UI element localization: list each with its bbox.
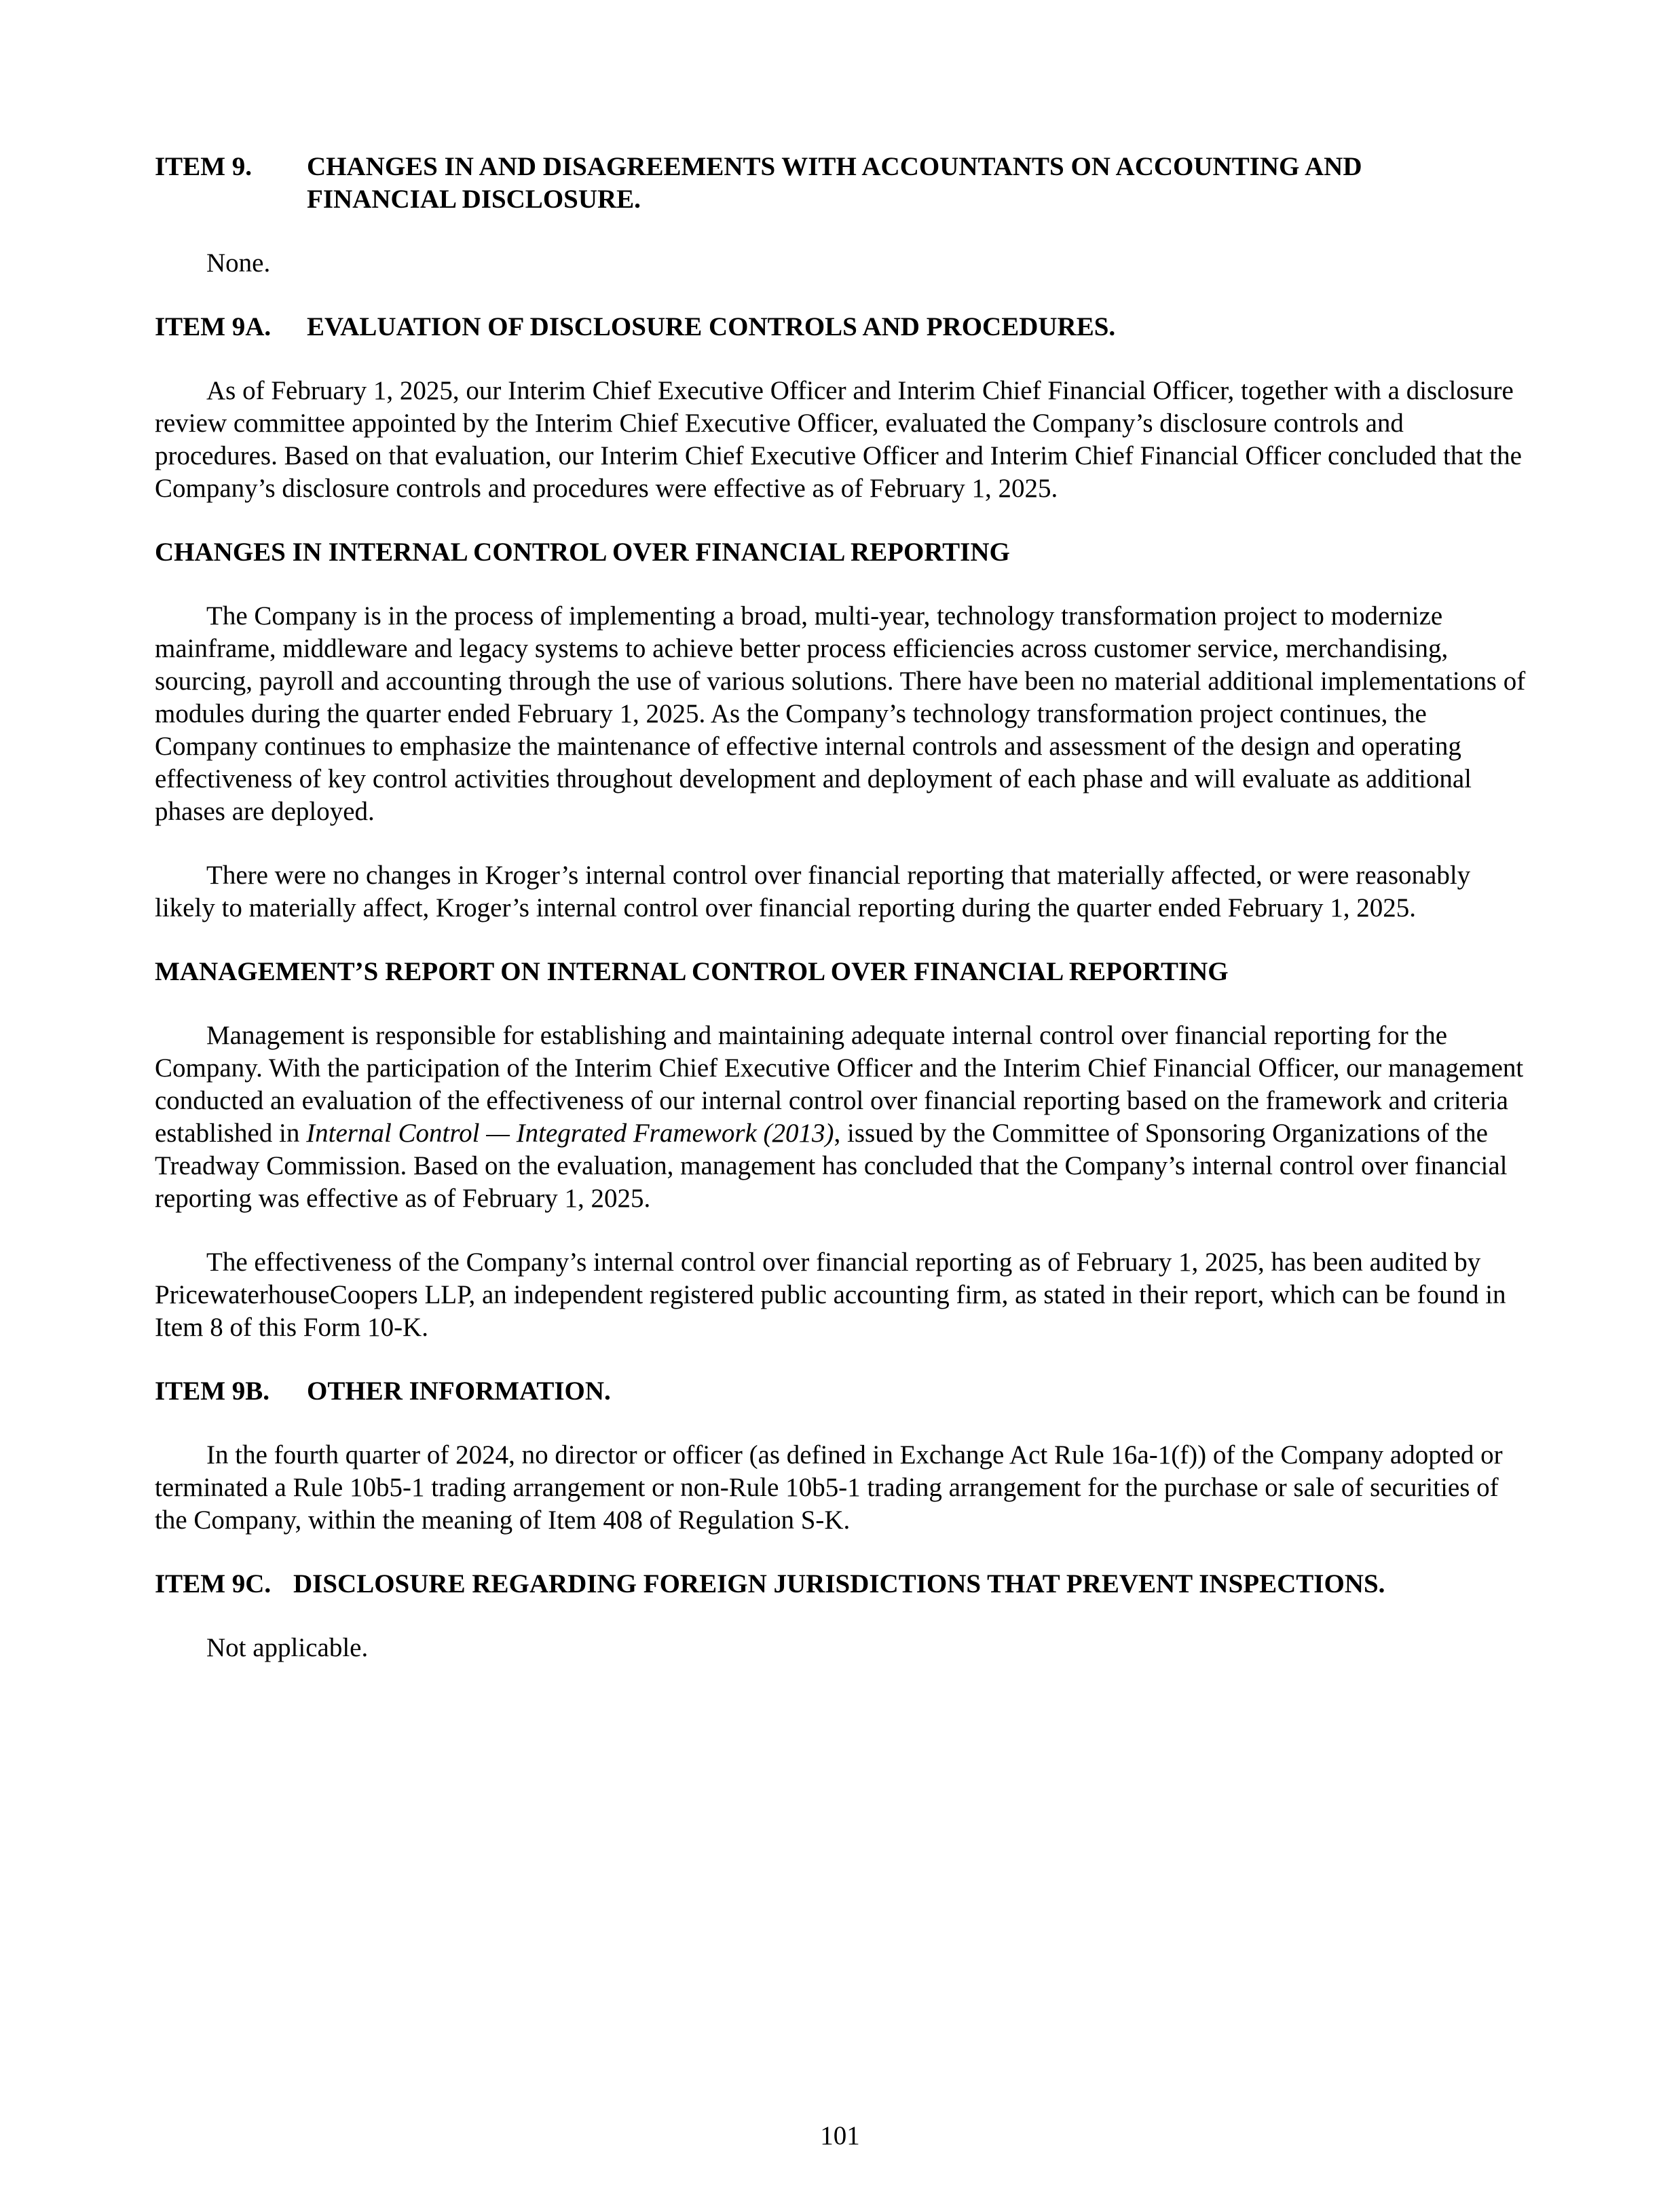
changes-icfr-paragraph-1: The Company is in the process of implementing a broad, multi-year, technology transformation project to modernize mainframe, middleware and legacy systems to achieve better process efficiencies across customer service, merchandising, sourcing, payroll and accounting through the use of various solutions. There have been no material additional implementations of modules during the quarter ended February 1, 2025. As the Company’s technology transformation project continues, the Company continues to emphasize the maintenance of effective internal controls and assessment of the design and operating effectiveness of key control activities throughout development and deployment of each phase and will evaluate as additional phases are deployed. [155, 601, 1526, 826]
item-9c-number: ITEM 9C. [155, 1569, 272, 1598]
item-9-heading [155, 151, 1533, 216]
item-9-number: ITEM 9. [155, 152, 253, 181]
item-9-title: CHANGES IN AND DISAGREEMENTS WITH ACCOUNTANTS ON ACCOUNTING AND FINANCIAL DISCLOSURE. [307, 152, 1362, 214]
management-report-paragraph-2: The effectiveness of the Company’s internal control over financial reporting as of February 1, 2025, has been audited by PricewaterhouseCoopers LLP, an independent registered public accounting firm, as stated in their report, which can be found in Item 8 of this Form 10-K. [155, 1248, 1506, 1342]
item-9a-heading [155, 311, 1533, 343]
item-9b-heading [155, 1375, 1533, 1408]
item-9c-heading [155, 1568, 1533, 1601]
changes-icfr-paragraph-2: There were no changes in Kroger’s internal control over financial reporting that materially affected, or were reasonably likely to materially affect, Kroger’s internal control over financial reporting during the quarter ended February 1, 2025. [155, 861, 1471, 922]
document-page [155, 151, 1533, 1664]
item-9a-number: ITEM 9A. [155, 312, 272, 341]
page-number: 101 [820, 2121, 860, 2150]
item-9b-number: ITEM 9B. [155, 1377, 270, 1406]
item-9c-body: Not applicable. [206, 1633, 369, 1662]
framework-title: Internal Control — Integrated Framework (2013) [306, 1119, 834, 1148]
management-report-paragraph-1: Management is responsible for establishing and maintaining adequate internal control over financial reporting for the Company. With the participation of the Interim Chief Executive Officer and the Interim Chief Financial Officer, our management conducted an evaluation of the effectiveness of our internal control over financial reporting based on the framework and criteria established in Internal Control — Integrated Framework (2013), issued by the Committee of Sponsoring Organizations of the Treadway Commission. Based on the evaluation, management has concluded that the Company’s internal control over financial reporting was effective as of February 1, 2025. [155, 1021, 1524, 1213]
changes-icfr-heading: CHANGES IN INTERNAL CONTROL OVER FINANCIAL REPORTING [155, 538, 1010, 567]
item-9c-title: DISCLOSURE REGARDING FOREIGN JURISDICTIONS THAT PREVENT INSPECTIONS. [293, 1569, 1385, 1598]
item-9b-title: OTHER INFORMATION. [307, 1377, 611, 1406]
management-report-heading: MANAGEMENT’S REPORT ON INTERNAL CONTROL OVER FINANCIAL REPORTING [155, 957, 1229, 986]
item-9-body: None. [206, 248, 271, 278]
item-9a-title: EVALUATION OF DISCLOSURE CONTROLS AND PROCEDURES. [307, 312, 1116, 341]
item-9a-body: As of February 1, 2025, our Interim Chief Executive Officer and Interim Chief Financial Officer, together with a disclosure review committee appointed by the Interim Chief Executive Officer, evaluated the Company’s disclosure controls and procedures. Based on that evaluation, our Interim Chief Executive Officer and Interim Chief Financial Officer concluded that the Company’s disclosure controls and procedures were effective as of February 1, 2025. [155, 376, 1522, 503]
item-9b-body: In the fourth quarter of 2024, no director or officer (as defined in Exchange Act Rule 16a-1(f)) of the Company adopted or terminated a Rule 10b5-1 trading arrangement or non-Rule 10b5-1 trading arrangement for the purchase or sale of securities of the Company, within the meaning of Item 408 of Regulation S-K. [155, 1440, 1503, 1535]
